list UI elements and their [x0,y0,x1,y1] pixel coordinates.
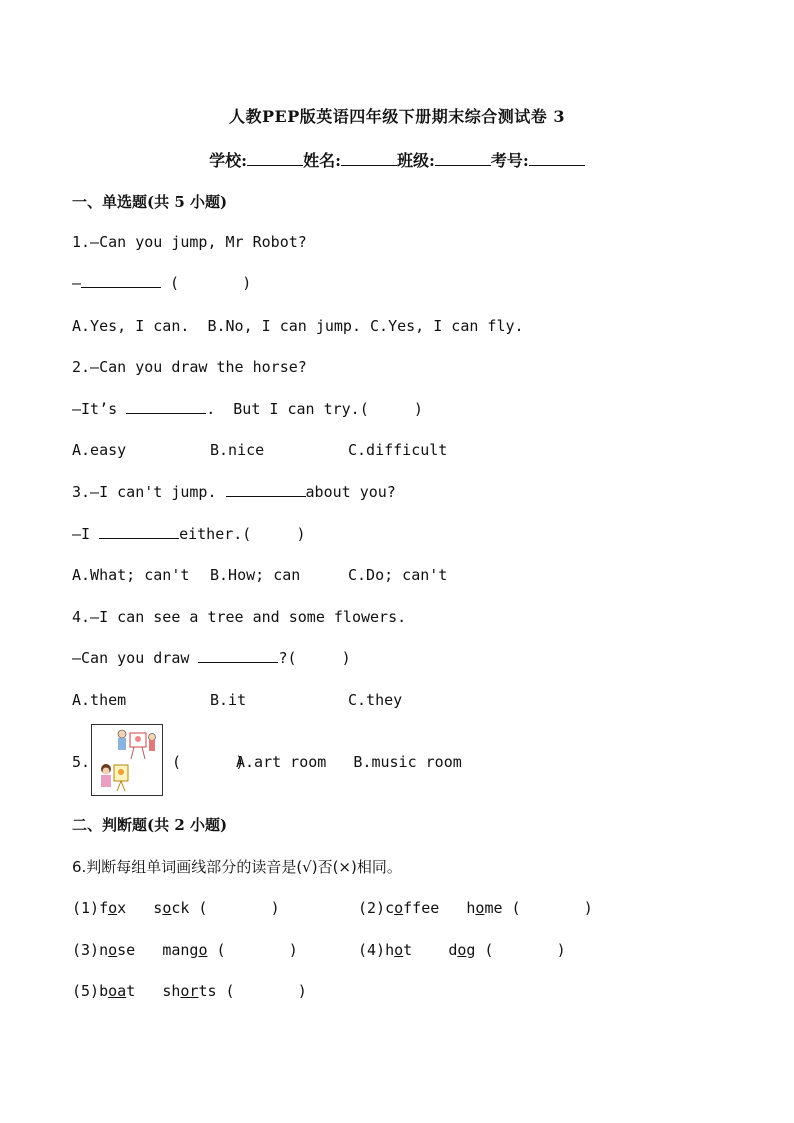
underlined-sound: o [394,899,404,917]
school-blank[interactable] [247,151,303,166]
section-heading-single-choice: 一、单选题(共 5 小题) [72,193,228,211]
question-4-option-b: B.it [210,691,247,709]
answer-paren: ( ) [502,899,593,917]
word-part: mang [162,941,199,959]
word-part: se [117,941,136,959]
underlined-sound: o [475,899,485,917]
word-pair-1 [72,899,280,917]
question-4-option-c: C.they [348,691,403,709]
answer-paren: ( ) [161,274,252,292]
school-label: 学校: [209,151,248,170]
word-part: h [385,941,395,959]
word-part: d [448,941,458,959]
question-2-blank[interactable] [126,399,206,414]
class-blank[interactable] [435,151,491,166]
question-3-option-a: A.What; can't [72,566,190,584]
word-part: h [466,899,476,917]
answer-paren: ( ) [216,982,307,1000]
word-pair-3 [72,941,298,959]
exam-number-label: 考号: [490,151,529,170]
word-pair-2 [358,899,593,917]
word-part: t [126,982,136,1000]
answer-paren: ( ) [189,899,280,917]
class-label: 班级: [397,151,435,170]
exam-number-blank[interactable] [529,151,585,166]
question-2-option-a: A.easy [72,441,127,459]
stem-suffix: about you? [305,483,396,501]
reply-suffix: . But I can try.( ) [206,400,423,418]
pair-label: (5) [72,982,100,1000]
reply-prefix: —I [72,525,100,543]
question-2-reply [72,399,423,419]
word-pair-5 [72,982,307,1000]
word-part: n [99,941,109,959]
question-3-option-c: C.Do; can't [348,566,448,584]
word-part: x [117,899,127,917]
answer-paren: ( ) [475,941,566,959]
word-part: s [153,899,163,917]
word-part: b [99,982,109,1000]
reply-prefix: —It’s [72,400,127,418]
reply-prefix: —Can you draw [72,649,199,667]
question-2-stem: 2.—Can you draw the horse? [72,358,307,376]
question-2-option-c: C.difficult [348,441,448,459]
question-6-stem: 6.判断每组单词画线部分的读音是(√)否(×)相同。 [72,858,402,876]
name-blank[interactable] [341,151,397,166]
stem-prefix: 3.—I can't jump. [72,483,226,501]
answer-paren: ( ) [207,941,298,959]
question-4-blank[interactable] [198,648,278,663]
question-1-options: A.Yes, I can. B.No, I can jump. C.Yes, I can fly. [72,317,524,335]
pair-label: (2) [358,899,386,917]
word-part: ts [198,982,217,1000]
question-5-options: A.art room B.music room [236,753,462,771]
word-pair-4 [358,941,566,959]
question-5-number: 5. [72,753,91,771]
word-part: t [403,941,413,959]
question-1-stem: 1.—Can you jump, Mr Robot? [72,233,307,251]
art-class-picture [91,724,163,796]
word-part: sh [162,982,181,1000]
underlined-sound: oa [108,982,127,1000]
question-4-reply [72,648,351,668]
question-3-option-b: B.How; can [210,566,301,584]
name-label: 姓名: [303,151,341,170]
pair-label: (1) [72,899,100,917]
underlined-sound: o [198,941,208,959]
page-title: 人教PEP版英语四年级下册期末综合测试卷 3 [229,107,565,126]
underlined-sound: o [108,941,118,959]
word-part: c [385,899,395,917]
word-part: me [484,899,503,917]
word-part: f [99,899,109,917]
word-part: ffee [403,899,440,917]
reply-suffix: either.( ) [179,525,306,543]
underlined-sound: o [457,941,467,959]
underlined-sound: o [108,899,118,917]
question-2-option-b: B.nice [210,441,265,459]
question-3-reply [72,524,306,544]
pair-label: (3) [72,941,100,959]
reply-prefix: — [72,274,82,292]
question-3-stem [72,482,396,502]
question-3-blank-1[interactable] [226,482,306,497]
question-5-answer-paren: ( ) [172,753,245,771]
underlined-sound: o [162,899,172,917]
question-1-blank[interactable] [81,273,161,288]
underlined-sound: or [180,982,199,1000]
question-4-stem: 4.—I can see a tree and some flowers. [72,608,407,626]
word-part: g [466,941,476,959]
underlined-sound: o [394,941,404,959]
question-1-reply [72,273,251,293]
word-part: ck [171,899,190,917]
pair-label: (4) [358,941,386,959]
question-3-blank-2[interactable] [99,524,179,539]
section-heading-true-false: 二、判断题(共 2 小题) [72,816,228,834]
question-4-option-a: A.them [72,691,127,709]
student-info-line [0,148,794,171]
reply-suffix: ?( ) [278,649,351,667]
art-class-illustration [92,725,162,795]
